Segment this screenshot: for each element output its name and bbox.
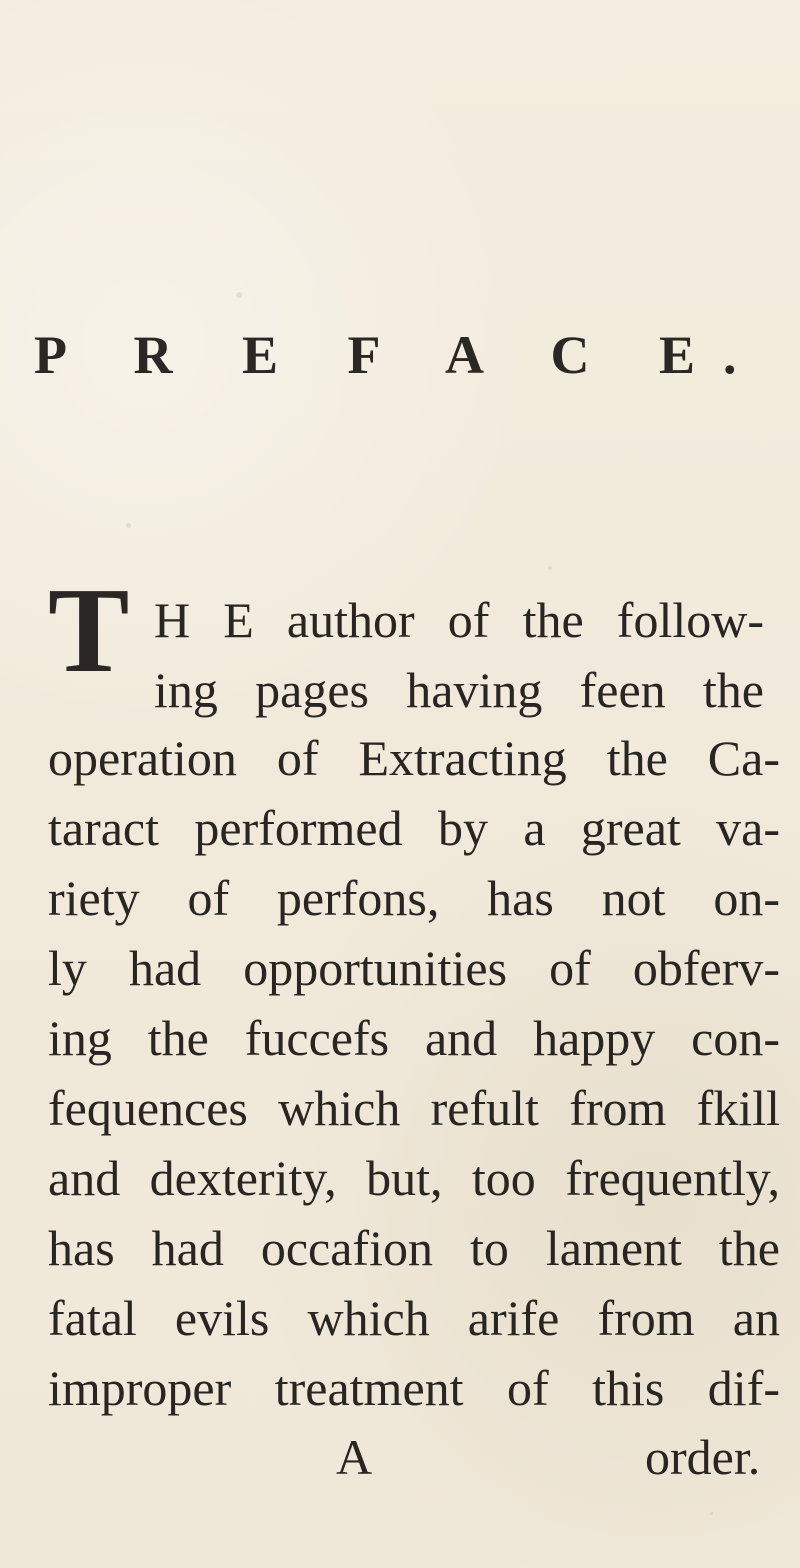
paper-speck [236,292,242,298]
signature-mark: A [336,1429,373,1485]
text-line-3: operation of Extracting the Ca- [48,730,780,786]
text-line-8: fequences which refult from fkill [48,1080,780,1136]
text-line-9: and dexterity, but, too frequently, [48,1150,780,1206]
catchword: order. [645,1429,761,1485]
text-line-6: ly had opportunities of obferv- [48,940,780,996]
text-line-11: fatal evils which arife from an [48,1290,780,1346]
page-title: P R E F A C E. [34,325,765,385]
text-line-2: ing pages having feen the [154,662,764,718]
paper-speck [548,566,552,570]
text-line-10: has had occafion to lament the [48,1220,780,1276]
text-line-12: improper treatment of this dif- [48,1360,780,1416]
text-line-7: ing the fuccefs and happy con- [48,1010,780,1066]
drop-cap: T [48,563,130,698]
text-line-1: H E author of the follow- [154,592,764,648]
paper-speck [126,523,131,528]
text-line-5: riety of perfons, has not on- [48,870,780,926]
text-line-4: taract performed by a great va- [48,800,780,856]
paper-speck [710,1512,713,1515]
